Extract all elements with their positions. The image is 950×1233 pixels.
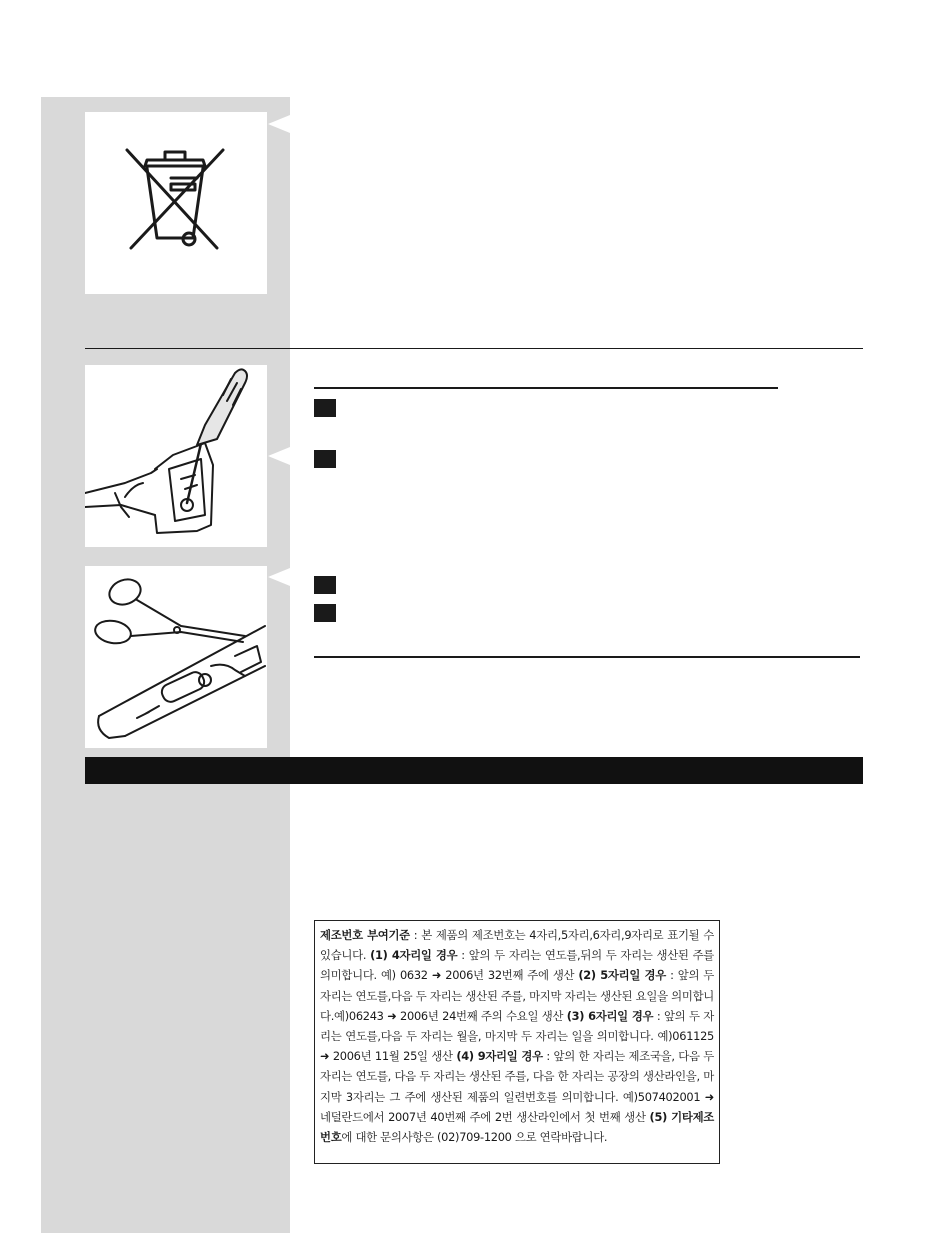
content-divider	[314, 656, 860, 658]
notice-text: : 앞의 두 자리는 연도를,다음 두 자리는 월을, 마지막 두 자리는 일을 의미합니다. 예)061125 ➜ 2006년 11월 25일 생산	[320, 1008, 714, 1064]
screwdriver-illustration	[85, 365, 267, 547]
notice-bold: (3) 6자리일 경우	[566, 1008, 654, 1023]
notice-text: : 앞의 두 자리는 연도를,뒤의 두 자리는 생산된 주를 의미합니다. 예) 0632 ➜ 2006년 32번째 주에 생산	[320, 948, 714, 983]
recycling-panel	[85, 112, 267, 294]
scissors-panel	[85, 566, 267, 748]
notice-bold: (4) 9자리일 경우	[456, 1049, 543, 1064]
notice-text: 에 대한 문의사항은 (02)709-1200 으로 연락바랍니다.	[341, 1130, 608, 1145]
notice-text: : 앞의 두 자리는 연도를,다음 두 자리는 생산된 주를, 마지막 자리는 생산된 요일을 의미합니다.예)06243 ➜ 2006년 24번째 주의 수요일 생산	[320, 968, 714, 1023]
step-marker-4	[314, 604, 336, 622]
notice-heading: 제조번호 부여기준	[320, 928, 410, 942]
section-heading-bar	[85, 757, 863, 784]
step-marker-2	[314, 450, 336, 468]
notice-text: : 본 제품의 제조번호는 4자리,5자리,6자리,9자리로 표기될 수 있습니다.	[320, 928, 715, 963]
panel-pointer	[268, 447, 290, 465]
section-divider	[85, 348, 863, 349]
scissors-illustration	[85, 566, 267, 748]
content-divider	[314, 387, 778, 389]
crossed-out-wheelie-bin-icon	[85, 112, 267, 294]
notice-text: : 앞의 한 자리는 제조국을, 다음 두 자리는 연도를, 다음 두 자리는 생산된 주를, 다음 한 자리는 공장의 생산라인을, 마지막 3자리는 그 주에 생산된 제품의 일련번호를 의미합니다. 예)507402001 ➜ 네덜란드에서 2007년 40번째 주에 2번 생산라인에서 첫 번째 생산	[320, 1049, 714, 1124]
screwdriver-panel	[85, 365, 267, 547]
notice-bold: (5) 기타제조번호	[320, 1109, 715, 1145]
panel-pointer	[268, 115, 290, 133]
step-marker-3	[314, 576, 336, 594]
notice-bold: (1) 4자리일 경우	[370, 948, 458, 963]
panel-pointer	[268, 568, 290, 586]
notice-bold: (2) 5자리일 경우	[578, 968, 666, 983]
serial-number-notice	[314, 920, 720, 1164]
step-marker-1	[314, 399, 336, 417]
